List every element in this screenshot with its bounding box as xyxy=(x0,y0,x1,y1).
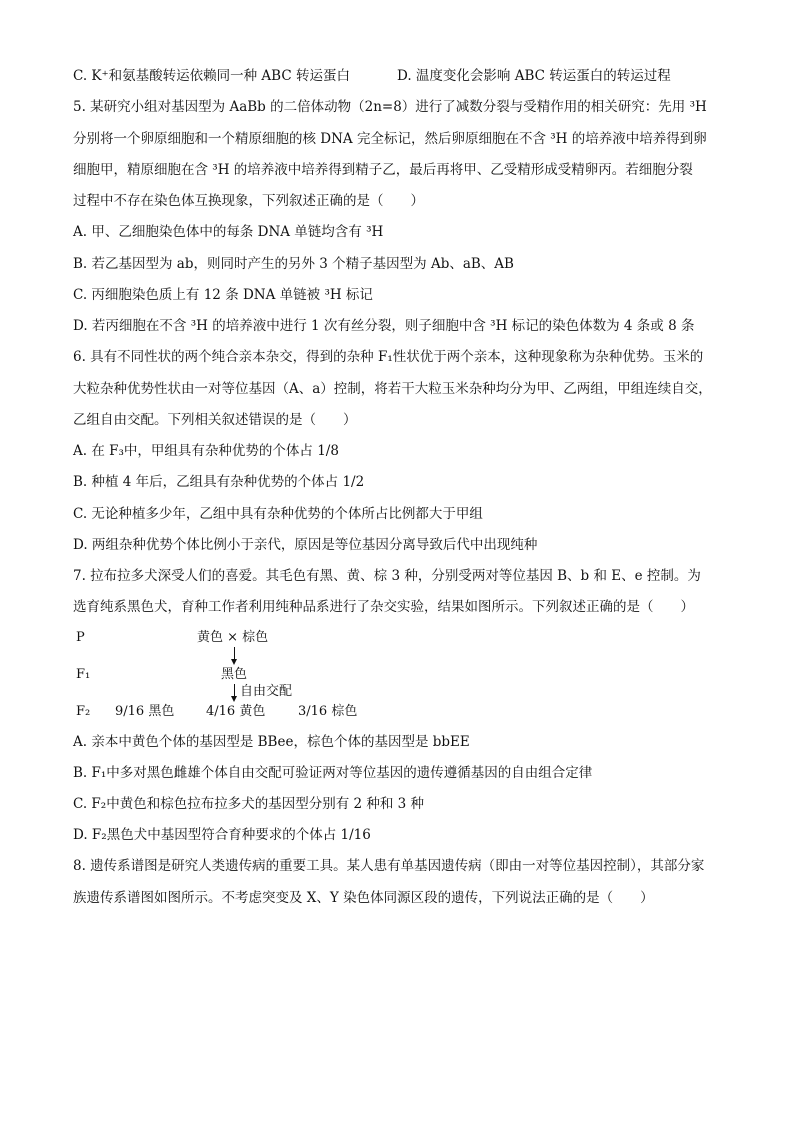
q7-option-c: C. F₂中黄色和棕色拉布拉多犬的基因型分别有 2 种和 3 种 xyxy=(73,796,425,812)
generation-label-f2: F₂ xyxy=(76,704,91,719)
arrow-f1-to-f2-head xyxy=(231,696,237,702)
q6-option-a: A. 在 F₃中，甲组具有杂种优势的个体占 1/8 xyxy=(73,443,339,459)
generation-label-p: P xyxy=(76,630,85,645)
generation-label-f1: F₁ xyxy=(76,667,91,682)
f2-yellow: 4/16 黄色 xyxy=(206,704,266,719)
q5-stem-line-3: 细胞甲，精原细胞在含 ³H 的培养液中培养得到精子乙，最后再将甲、乙受精形成受精卵丙。若细胞分裂 xyxy=(73,162,693,178)
q6-stem-line-1: 6. 具有不同性状的两个纯合亲本杂交，得到的杂种 F₁性状优于两个亲本，这种现象称为杂种优势。玉米的 xyxy=(73,349,704,365)
f1-phenotype: 黑色 xyxy=(221,667,248,682)
q8-stem-line-1: 8. 遗传系谱图是研究人类遗传病的重要工具。某人患有单基因遗传病（即由一对等位基因控制），其部分家 xyxy=(73,858,705,874)
q6-option-c: C. 无论种植多少年，乙组中具有杂种优势的个体所占比例都大于甲组 xyxy=(73,506,483,522)
q7-option-b: B. F₁中多对黑色雌雄个体自由交配可验证两对等位基因的遗传遵循基因的自由组合定律 xyxy=(73,765,593,781)
q8-stem-line-2: 族遗传系谱图如图所示。不考虑突变及 X、Y 染色体同源区段的遗传，下列说法正确的是（ ） xyxy=(73,890,654,906)
q5-option-b: B. 若乙基因型为 ab，则同时产生的另外 3 个精子基因型为 Ab、aB、AB xyxy=(73,256,514,272)
q7-option-a: A. 亲本中黄色个体的基因型是 BBee，棕色个体的基因型是 bbEE xyxy=(73,734,470,750)
q7-stem-line-2: 选育纯系黑色犬，育种工作者利用纯种品系进行了杂交实验，结果如图所示。下列叙述正确的是（ ） xyxy=(73,599,694,615)
q4-option-c: C. K⁺和氨基酸转运依赖同一种 ABC 转运蛋白 xyxy=(73,68,350,84)
q4-option-d: D. 温度变化会影响 ABC 转运蛋白的转运过程 xyxy=(397,68,671,84)
q5-option-c: C. 丙细胞染色质上有 12 条 DNA 单链被 ³H 标记 xyxy=(73,287,373,303)
q6-option-d: D. 两组杂种优势个体比例小于亲代，原因是等位基因分离导致后代中出现纯种 xyxy=(73,537,538,553)
q5-stem-line-2: 分别将一个卵原细胞和一个精原细胞的核 DNA 完全标记，然后卵原细胞在不含 ³H 的培养液中培养得到卵 xyxy=(73,131,707,147)
q5-stem-line-4: 过程中不存在染色体互换现象，下列叙述正确的是（ ） xyxy=(73,193,424,209)
q7-option-d: D. F₂黑色犬中基因型符合育种要求的个体占 1/16 xyxy=(73,827,371,843)
arrow-p-to-f1-head xyxy=(231,659,237,665)
f2-brown: 3/16 棕色 xyxy=(298,704,358,719)
q6-stem-line-3: 乙组自由交配。下列相关叙述错误的是（ ） xyxy=(73,412,357,428)
f2-black: 9/16 黑色 xyxy=(115,704,175,719)
q5-option-a: A. 甲、乙细胞染色体中的每条 DNA 单链均含有 ³H xyxy=(73,224,384,240)
q6-stem-line-2: 大粒杂种优势性状由一对等位基因（A、a）控制，将若干大粒玉米杂种均分为甲、乙两组，甲组连续自交， xyxy=(73,381,712,397)
q7-stem-line-1: 7. 拉布拉多犬深受人们的喜爱。其毛色有黑、黄、棕 3 种，分别受两对等位基因 B、b 和 E、e 控制。为 xyxy=(73,568,701,584)
q5-option-d: D. 若丙细胞在不含 ³H 的培养液中进行 1 次有丝分裂，则子细胞中含 ³H 标记的染色体数为 4 条或 8 条 xyxy=(73,318,695,334)
q6-option-b: B. 种植 4 年后，乙组具有杂种优势的个体占 1/2 xyxy=(73,474,365,490)
q5-stem-line-1: 5. 某研究小组对基因型为 AaBb 的二倍体动物（2n=8）进行了减数分裂与受精作用的相关研究：先用 ³H xyxy=(73,99,707,115)
parent-cross: 黄色 × 棕色 xyxy=(197,630,269,645)
mating-label: 自由交配 xyxy=(240,684,293,699)
